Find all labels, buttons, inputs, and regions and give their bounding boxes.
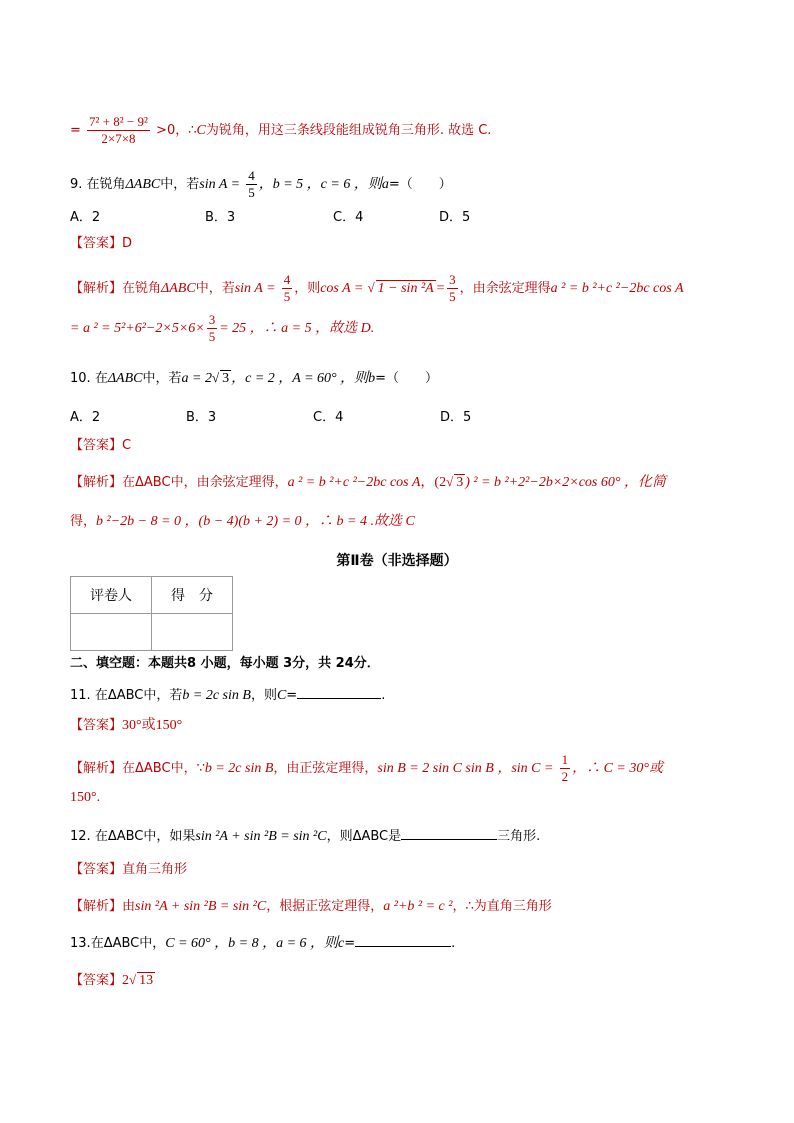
q10-option-a[interactable]: A．2 (70, 410, 101, 425)
q10-option-b[interactable]: B．3 (186, 410, 217, 425)
q13-answer: 【答案】2√ 13 (70, 972, 154, 988)
part2-title: 第Ⅱ卷（非选择题） (336, 553, 458, 569)
q9-analysis-line2: = a ² = 5²+6²−2×5×6× $\frac{3}{5}$ = 25 ，∴ a = 5 ，故选 D. (70, 312, 375, 344)
q10-answer: 【答案】C (70, 438, 132, 453)
q10-stem: 10. 在ΔABC中，若a = 2√ 3 ，c = 2 ，A = 60° ，则b=（ ） (70, 370, 439, 386)
q12-answer-blank[interactable] (401, 825, 497, 840)
score-table-score-cell[interactable] (152, 614, 233, 651)
q10-analysis-line1: 【解析】在ΔABC中，由余弦定理得，a ² = b ²+c ²−2bc cos A，(2√ 3 ) ² = b ²+2²−2b×2×cos 60° ，化简 (70, 474, 666, 490)
q10-analysis-line2: 得，b ²−2b − 8 = 0 ，(b − 4)(b + 2) = 0 ，∴ b = 4 .故选 C (70, 514, 415, 529)
score-table-grader-header: 评卷人 (71, 577, 152, 614)
q9-option-d[interactable]: D．5 (439, 210, 471, 225)
q13-stem: 13.在ΔABC中，C = 60° ，b = 8 ，a = 6 ，则c= . (70, 932, 455, 954)
q12-stem: 12. 在ΔABC中，如果sin ²A + sin ²B = sin ²C，则ΔABC是 三角形. (70, 825, 540, 847)
q9-option-c[interactable]: C．4 (333, 210, 364, 225)
score-table-grader-cell[interactable] (71, 614, 152, 651)
q9-option-a[interactable]: A．2 (70, 210, 101, 225)
q10-option-c[interactable]: C．4 (313, 410, 344, 425)
q10-option-d[interactable]: D．5 (440, 410, 472, 425)
score-table-score-header: 得 分 (152, 577, 233, 614)
q12-answer: 【答案】直角三角形 (70, 862, 188, 877)
q9-option-b[interactable]: B．3 (205, 210, 236, 225)
q11-answer: 【答案】30°或150° (70, 718, 183, 733)
q9-answer: 【答案】D (70, 236, 133, 251)
q8-conclusion-line: = $\frac{\text{7² + 8² − 9²}}{2\times 7\times 8}$ >0，∴C为锐角，用这三条线段能组成锐角三角形. 故选 C. (70, 114, 492, 146)
q11-stem: 11. 在ΔABC中，若b = 2c sin B，则C= . (70, 684, 385, 706)
q13-answer-blank[interactable] (355, 932, 451, 947)
score-table (70, 576, 233, 651)
q8-fraction: $\frac{\text{7² + 8² − 9²}}{2\times 7\times 8}$ (89, 114, 148, 146)
q11-analysis-line2: 150°. (70, 790, 101, 805)
q9-analysis-line1: 【解析】在锐角ΔABC中，若sin A = $\frac{4}{5}$ ，则cos A = √ 1 − sin ²A = $\frac{3}{5}$ ，由余弦定理得a ² = b ²+c ²−2bc cos A (70, 272, 684, 304)
section2-heading: 二、填空题：本题共8 小题，每小题 3分，共 24分． (70, 656, 380, 671)
q9-fraction: $\frac{4}{5}$ (248, 168, 255, 200)
q9-stem: 9. 在锐角ΔABC中，若sin A = $\frac{4}{5}$ ，b = 5 ，c = 6 ，则a=（ ） (70, 168, 452, 200)
q12-analysis: 【解析】由sin ²A + sin ²B = sin ²C，根据正弦定理得，a ²+b ² = c ²，∴为直角三角形 (70, 899, 552, 914)
q11-answer-blank[interactable] (297, 684, 381, 699)
q11-analysis-line1: 【解析】在ΔABC中，∵b = 2c sin B，由正弦定理得，sin B = 2 sin C sin B ，sin C = $\frac{1}{2}$ ，∴ C = 30°或 (70, 752, 663, 784)
